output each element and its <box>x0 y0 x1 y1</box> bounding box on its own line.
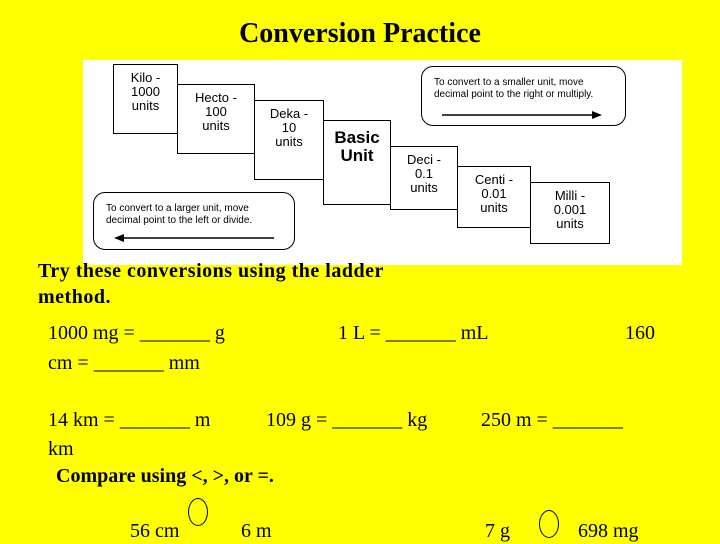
right-arrow-icon <box>442 110 602 120</box>
problem-250m-unit: km <box>48 438 74 460</box>
problem-109g: 109 g = _______ kg <box>266 409 428 431</box>
problem-160cm-number: 160 <box>625 322 655 344</box>
ladder-step-deka: Deka - 10 units <box>254 100 324 180</box>
metric-ladder-diagram <box>83 60 682 265</box>
compare-circle-left[interactable] <box>188 498 208 526</box>
compare-right-b: 698 mg <box>578 520 639 542</box>
problem-14km: 14 km = _______ m <box>48 409 211 431</box>
problem-1000mg: 1000 mg = _______ g <box>48 322 225 344</box>
compare-circle-right[interactable] <box>539 510 559 538</box>
ladder-step-milli: Milli - 0.001 units <box>530 182 610 244</box>
compare-left-b: 6 m <box>241 520 272 542</box>
ladder-step-deci: Deci - 0.1 units <box>390 146 458 210</box>
compare-right-a: 7 g <box>485 520 510 542</box>
page-title: Conversion Practice <box>239 18 481 49</box>
problem-160cm-rest: cm = _______ mm <box>48 352 200 374</box>
note-convert-smaller: To convert to a smaller unit, move decimal point to the right or multiply. <box>421 66 626 126</box>
ladder-step-kilo: Kilo - 1000 units <box>113 64 178 134</box>
problem-250m: 250 m = _______ <box>481 409 623 431</box>
left-arrow-icon <box>114 233 274 243</box>
ladder-step-basic-unit: Basic Unit <box>323 120 391 205</box>
instructions: Try these conversions using the ladder method. <box>38 260 384 308</box>
compare-left-a: 56 cm <box>130 520 180 542</box>
problem-1L: 1 L = _______ mL <box>338 322 489 344</box>
compare-heading: Compare using <, >, or =. <box>56 465 274 487</box>
note-convert-larger: To convert to a larger unit, move decimal point to the left or divide. <box>93 192 295 250</box>
ladder-step-centi: Centi - 0.01 units <box>457 166 531 228</box>
ladder-step-hecto: Hecto - 100 units <box>177 84 255 154</box>
